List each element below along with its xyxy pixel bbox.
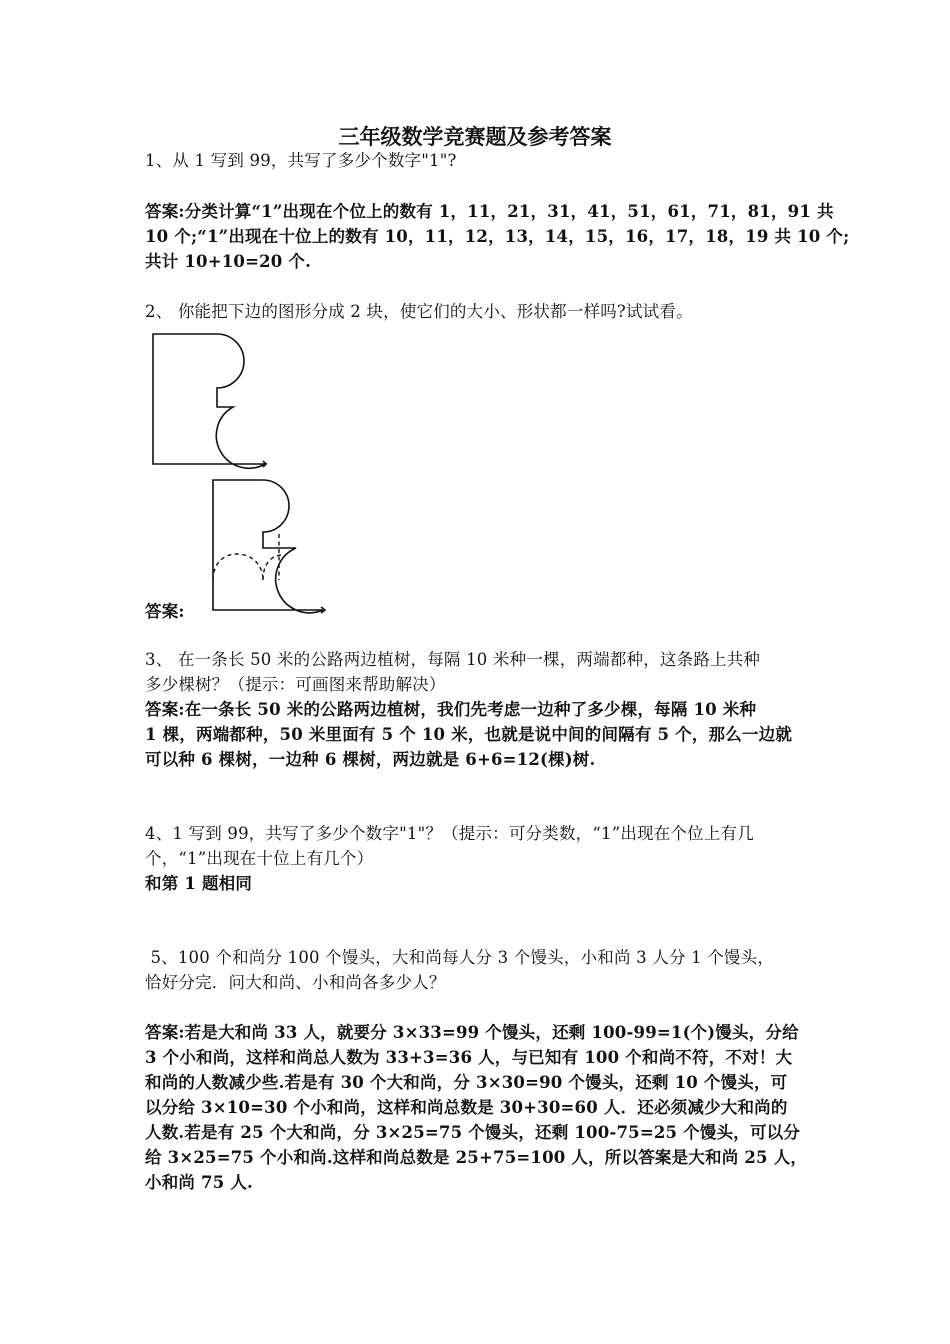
q5-answer-line-2: 3 个小和尚，这样和尚总人数为 33+3=36 人，与已知有 100 个和尚不符，不对！大 [145,1048,793,1067]
document-title: 三年级数学竞赛题及参考答案 [338,124,612,149]
q4-answer: 和第 1 题相同 [145,874,253,893]
q3-answer-line-3: 可以种 6 棵树，一边种 6 棵树，两边就是 6+6=12(棵)树. [145,750,596,769]
q2-answer-figure [195,472,335,622]
q2-figure [145,325,280,475]
q5-answer-line-4: 以分给 3×10=30 个小和尚，这样和尚总数是 30+30=60 人．还必须减少大和尚的 [145,1098,788,1117]
q5-answer-line-6: 给 3×25=75 个小和尚.这样和尚总数是 25+75=100 人，所以答案是大和尚 25 人， [145,1148,808,1167]
q5-question-line-1: 5、100 个和尚分 100 个馒头，大和尚每人分 3 个馒头，小和尚 3 人分 1 个馒头， [145,948,775,967]
q3-answer-line-1: 答案:在一条长 50 米的公路两边植树，我们先考虑一边种了多少棵，每隔 10 米种 [145,700,757,719]
q1-answer-line-1: 答案:分类计算“1”出现在个位上的数有 1，11，21，31，41，51，61，71，81，91 共 [145,202,834,221]
q3-question-line-1: 3、 在一条长 50 米的公路两边植树，每隔 10 米种一棵，两端都种，这条路上共种 [145,650,761,669]
q4-question-line-1: 4、1 写到 99，共写了多少个数字"1"？（提示：可分类数，“1”出现在个位上有几 [145,824,754,843]
q1-answer-line-3: 共计 10+10=20 个. [145,252,312,271]
q3-question-line-2: 多少棵树？（提示：可画图来帮助解决） [145,675,446,694]
q2-answer-label: 答案: [145,602,185,621]
q5-question-line-2: 恰好分完．问大和尚、小和尚各多少人？ [145,973,446,992]
q5-answer-line-5: 人数.若是有 25 个大和尚，分 3×25=75 个馒头，还剩 100-75=25 个馒头，可以分 [145,1123,801,1142]
q4-question-line-2: 个，“1”出现在十位上有几个） [145,849,374,868]
q1-answer-line-2: 10 个;“1”出现在十位上的数有 10，11，12，13，14，15，16，17，18，19 共 10 个; [145,227,850,246]
q5-answer-line-1: 答案:若是大和尚 33 人，就要分 3×33=99 个馒头，还剩 100-99=1(个)馒头，分给 [145,1023,799,1042]
q1-question: 1、从 1 写到 99，共写了多少个数字"1"? [145,151,457,170]
q3-answer-line-2: 1 棵，两端都种，50 米里面有 5 个 10 米，也就是说中间的间隔有 5 个，那么一边就 [145,725,793,744]
q5-answer-line-7: 小和尚 75 人. [145,1173,253,1192]
q2-question: 2、 你能把下边的图形分成 2 块，使它们的大小、形状都一样吗?试试看。 [145,302,693,321]
q5-answer-line-3: 和尚的人数减少些.若是有 30 个大和尚，分 3×30=90 个馒头，还剩 10 个馒头，可 [145,1073,788,1092]
